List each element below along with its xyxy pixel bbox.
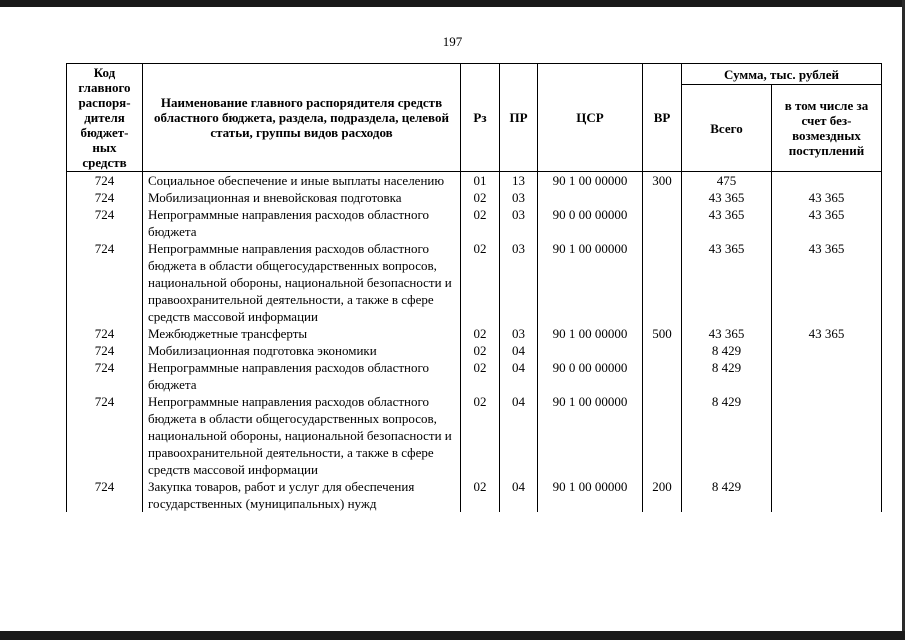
cell-csr: 90 1 00 00000 — [538, 325, 643, 342]
cell-pr: 04 — [500, 359, 538, 393]
cell-code: 724 — [67, 342, 143, 359]
cell-gratis — [772, 172, 882, 190]
cell-code: 724 — [67, 393, 143, 478]
cell-vr — [643, 240, 682, 325]
cell-vr: 300 — [643, 172, 682, 190]
cell-code: 724 — [67, 206, 143, 240]
cell-vr: 500 — [643, 325, 682, 342]
cell-gratis: 43 365 — [772, 240, 882, 325]
table-row — [67, 393, 882, 478]
cell-vr — [643, 359, 682, 393]
cell-name: Непрограммные направления расходов областного бюджета — [143, 359, 461, 393]
cell-pr: 03 — [500, 240, 538, 325]
cell-csr: 90 0 00 00000 — [538, 359, 643, 393]
cell-rz: 02 — [461, 359, 500, 393]
cell-code: 724 — [67, 240, 143, 325]
header-csr: ЦСР — [538, 64, 643, 172]
cell-pr: 03 — [500, 206, 538, 240]
cell-code: 724 — [67, 189, 143, 206]
header-total: Всего — [682, 85, 772, 172]
cell-pr: 03 — [500, 189, 538, 206]
header-gratis: в том числе за счет без-возмездных поступлений — [772, 85, 882, 172]
cell-rz: 01 — [461, 172, 500, 190]
scan-top-border — [0, 0, 905, 7]
cell-total: 43 365 — [682, 206, 772, 240]
cell-vr — [643, 206, 682, 240]
cell-total: 8 429 — [682, 478, 772, 512]
cell-gratis: 43 365 — [772, 189, 882, 206]
cell-csr: 90 1 00 00000 — [538, 240, 643, 325]
cell-name: Мобилизационная и вневойсковая подготовка — [143, 189, 461, 206]
header-pr: ПР — [500, 64, 538, 172]
cell-gratis — [772, 342, 882, 359]
cell-rz: 02 — [461, 393, 500, 478]
table-row — [67, 342, 882, 359]
cell-rz: 02 — [461, 240, 500, 325]
cell-name: Межбюджетные трансферты — [143, 325, 461, 342]
cell-pr: 04 — [500, 478, 538, 512]
cell-csr: 90 1 00 00000 — [538, 478, 643, 512]
cell-csr: 90 0 00 00000 — [538, 206, 643, 240]
cell-code: 724 — [67, 359, 143, 393]
header-name: Наименование главного распорядителя средств областного бюджета, раздела, подраздела, целевой статьи, группы видов расходов — [143, 64, 461, 172]
table-row — [67, 478, 882, 512]
page-number: 197 — [442, 34, 463, 49]
table-row — [67, 325, 882, 342]
table-row — [67, 172, 882, 190]
cell-vr — [643, 342, 682, 359]
cell-gratis — [772, 359, 882, 393]
cell-csr — [538, 342, 643, 359]
cell-rz: 02 — [461, 325, 500, 342]
cell-vr — [643, 393, 682, 478]
cell-total: 475 — [682, 172, 772, 190]
cell-code: 724 — [67, 325, 143, 342]
cell-name: Непрограммные направления расходов областного бюджета — [143, 206, 461, 240]
cell-name: Непрограммные направления расходов областного бюджета в области общегосударственных вопросов, национальной обороны, национальной безопасности и правоохранительной деятельности, а также в сфере средств массовой информации — [143, 393, 461, 478]
cell-csr — [538, 189, 643, 206]
cell-total: 8 429 — [682, 342, 772, 359]
table-body — [67, 172, 882, 513]
cell-code: 724 — [67, 172, 143, 190]
cell-csr: 90 1 00 00000 — [538, 172, 643, 190]
scan-bottom-border — [0, 631, 905, 640]
cell-total: 43 365 — [682, 240, 772, 325]
cell-total: 43 365 — [682, 325, 772, 342]
cell-total: 8 429 — [682, 359, 772, 393]
cell-rz: 02 — [461, 342, 500, 359]
cell-pr: 03 — [500, 325, 538, 342]
table-row — [67, 189, 882, 206]
cell-rz: 02 — [461, 189, 500, 206]
cell-pr: 13 — [500, 172, 538, 190]
cell-name: Непрограммные направления расходов областного бюджета в области общегосударственных вопросов, национальной обороны, национальной безопасности и правоохранительной деятельности, а также в сфере средств массовой информации — [143, 240, 461, 325]
header-rz: Рз — [461, 64, 500, 172]
cell-total: 43 365 — [682, 189, 772, 206]
cell-gratis: 43 365 — [772, 206, 882, 240]
table-row — [67, 359, 882, 393]
cell-pr: 04 — [500, 342, 538, 359]
cell-rz: 02 — [461, 206, 500, 240]
cell-gratis — [772, 478, 882, 512]
cell-gratis — [772, 393, 882, 478]
budget-table — [66, 63, 882, 512]
header-vr: ВР — [643, 64, 682, 172]
cell-name: Закупка товаров, работ и услуг для обеспечения государственных (муниципальных) нужд — [143, 478, 461, 512]
cell-total: 8 429 — [682, 393, 772, 478]
cell-csr: 90 1 00 00000 — [538, 393, 643, 478]
header-sum: Сумма, тыс. рублей — [682, 64, 882, 85]
table-row — [67, 240, 882, 325]
cell-vr — [643, 189, 682, 206]
cell-gratis: 43 365 — [772, 325, 882, 342]
cell-rz: 02 — [461, 478, 500, 512]
cell-name: Социальное обеспечение и иные выплаты населению — [143, 172, 461, 190]
cell-name: Мобилизационная подготовка экономики — [143, 342, 461, 359]
cell-pr: 04 — [500, 393, 538, 478]
cell-vr: 200 — [643, 478, 682, 512]
table-row — [67, 206, 882, 240]
header-code: Код главного распоря-дителя бюджет-ных средств — [67, 64, 143, 172]
cell-code: 724 — [67, 478, 143, 512]
